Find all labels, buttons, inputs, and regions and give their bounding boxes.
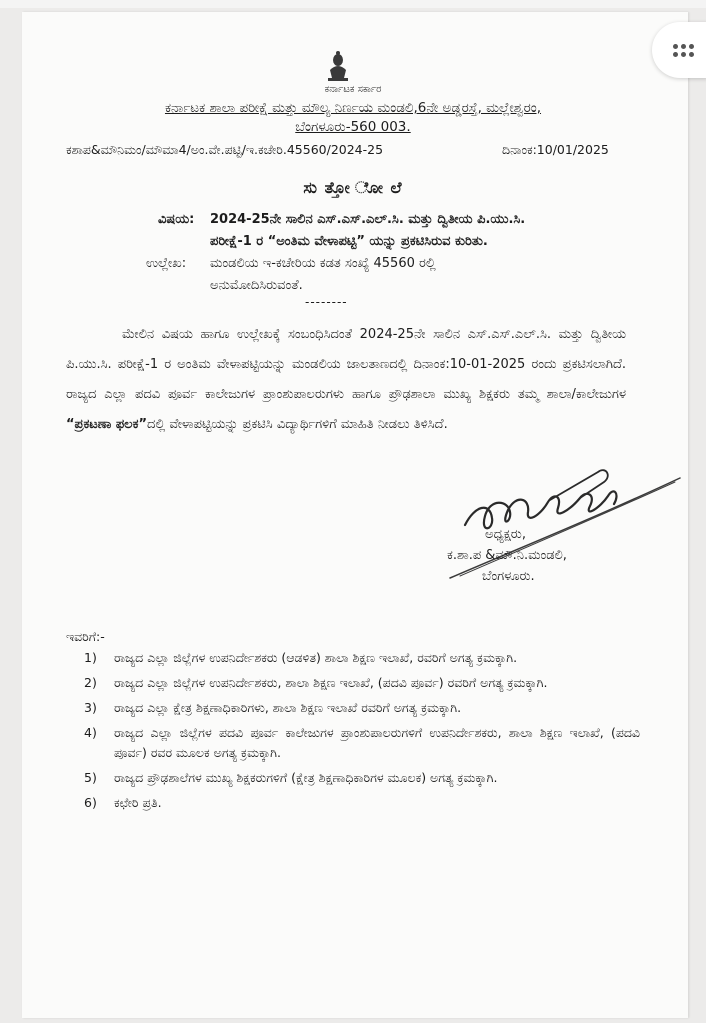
reference-number: ಕಶಾಪ&ಮೌನಿಮಂ/ಮೌಮಾ4/ಅಂ.ವೇ.ಪಟ್ಟಿ/ಇ.ಕಚೇರಿ.45560/2024-25 xyxy=(66,142,384,157)
signatory-office: ಕ.ಶಾ.ಪ &ಮೌ.ನಿ.ಮಂಡಲಿ, xyxy=(447,548,567,563)
more-options-grid-icon xyxy=(673,44,694,57)
board-name: ಕರ್ನಾಟಕ ಶಾಲಾ ಪರೀಕ್ಷೆ ಮತ್ತು ಮೌಲ್ಯ ನಿರ್ಣಯ ಮಂಡಲಿ,6ನೇ ಅಡ್ಡರಸ್ತೆ, ಮಲ್ಲೇಶ್ವರಂ, xyxy=(164,100,542,116)
subject-line-2: ಪರೀಕ್ಷೆ-1 ರ “ಅಂತಿಮ ವೇಳಾಪಟ್ಟಿ” ಯನ್ನು ಪ್ರಕಟಿಸಿರುವ ಕುರಿತು. xyxy=(210,234,488,249)
notice-board-bold-text: “ಪ್ರಕಟಣಾ ಫಲಕ” xyxy=(66,417,147,432)
list-item: 5) ರಾಜ್ಯದ ಪ್ರೌಢಶಾಲೆಗಳ ಮುಖ್ಯ ಶಿಕ್ಷಕರುಗಳಿಗೆ (ಕ್ಷೇತ್ರ ಶಿಕ್ಷಣಾಧಿಕಾರಿಗಳ ಮೂಲಕ) ಅಗತ್ಯ ಕ್ರಮಕ್ಕಾಗಿ. xyxy=(84,770,498,785)
list-item: 6) ಕಛೇರಿ ಪ್ರತಿ. xyxy=(84,795,162,810)
separator: -------- xyxy=(305,295,348,309)
copy-to-label: ಇವರಿಗೆ:- xyxy=(66,629,105,644)
karnataka-emblem-icon xyxy=(320,48,356,84)
list-item: 2) ರಾಜ್ಯದ ಎಲ್ಲಾ ಜಿಲ್ಲೆಗಳ ಉಪನಿರ್ದೇಶಕರು, ಶಾಲಾ ಶಿಕ್ಷಣ ಇಲಾಖೆ, (ಪದವಿ ಪೂರ್ವ) ರವರಿಗೆ ಅಗತ್ಯ ಕ್ರಮಕ್ಕಾಗಿ. xyxy=(84,675,548,690)
copy-to-list xyxy=(84,648,640,818)
circular-heading: ಸು ತ್ತೋ ೋ ಲೆ xyxy=(303,178,403,197)
list-item: 3) ರಾಜ್ಯದ ಎಲ್ಲಾ ಕ್ಷೇತ್ರ ಶಿಕ್ಷಣಾಧಿಕಾರಿಗಳು, ಶಾಲಾ ಶಿಕ್ಷಣ ಇಲಾಖೆ ರವರಿಗೆ ಅಗತ್ಯ ಕ್ರಮಕ್ಕಾಗಿ. xyxy=(84,700,462,715)
subject-line-1: 2024-25ನೇ ಸಾಲಿನ ಎಸ್.ಎಸ್.ಎಲ್.ಸಿ. ಮತ್ತು ದ್ವಿತೀಯ ಪಿ.ಯು.ಸಿ. xyxy=(210,212,526,227)
reference-label: ಉಲ್ಲೇಖ: xyxy=(146,256,187,271)
document-date: ದಿನಾಂಕ:10/01/2025 xyxy=(502,142,609,157)
reference-line-2: ಅನುಮೋದಿಸಿರುವಂತೆ. xyxy=(210,278,303,293)
list-item: 4) ರಾಜ್ಯದ ಎಲ್ಲಾ ಜಿಲ್ಲೆಗಳ ಪದವಿ ಪೂರ್ವ ಕಾಲೇಜುಗಳ ಪ್ರಾಂಶುಪಾಲರುಗಳಿಗೆ ಉಪನಿರ್ದೇಶಕರು, ಶಾಲಾ ಶಿಕ್ಷಣ ಇಲಾಖೆ, (ಪದವಿ ಪೂರ್ವ) ರವರ ಮೂಲಕ ಅಗತ್ಯ ಕ್ರಮಕ್ಕಾಗಿ. xyxy=(84,725,640,760)
list-item: 1) ರಾಜ್ಯದ ಎಲ್ಲಾ ಜಿಲ್ಲೆಗಳ ಉಪನಿರ್ದೇಶಕರು (ಆಡಳಿತ) ಶಾಲಾ ಶಿಕ್ಷಣ ಇಲಾಖೆ, ರವರಿಗೆ ಅಗತ್ಯ ಕ್ರಮಕ್ಕಾಗಿ. xyxy=(84,650,518,665)
body-paragraph xyxy=(66,320,626,440)
board-city: ಬೆಂಗಳೂರು-560 003. xyxy=(295,119,411,135)
government-name: ಕರ್ನಾಟಕ ಸರ್ಕಾರ xyxy=(324,84,382,95)
signatory-designation: ಅಧ್ಯಕ್ಷರು, xyxy=(485,527,526,542)
signatory-city: ಬೆಂಗಳೂರು. xyxy=(482,569,535,584)
reference-line-1: ಮಂಡಲಿಯ ಇ-ಕಚೇರಿಯ ಕಡತ ಸಂಖ್ಯೆ 45560 ರಲ್ಲಿ xyxy=(210,256,436,271)
more-options-button[interactable] xyxy=(652,22,706,78)
subject-label: ವಿಷಯ: xyxy=(158,212,195,227)
body-text-part-1: ಮೇಲಿನ ವಿಷಯ ಹಾಗೂ ಉಲ್ಲೇಖಕ್ಕೆ ಸಂಬಂಧಿಸಿದಂತೆ 2024-25ನೇ ಸಾಲಿನ ಎಸ್.ಎಸ್.ಎಲ್.ಸಿ. ಮತ್ತು ದ್ವಿತೀಯ ಪಿ.ಯು.ಸಿ. ಪರೀಕ್ಷೆ-1 ರ ಅಂತಿಮ ವೇಳಾಪಟ್ಟಿಯನ್ನು ಮಂಡಲಿಯ ಜಾಲತಾಣದಲ್ಲಿ ದಿನಾಂಕ:10-01-2025 ರಂದು ಪ್ರಕಟಿಸಲಾಗಿದೆ. ರಾಜ್ಯದ ಎಲ್ಲಾ ಪದವಿ ಪೂರ್ವ ಕಾಲೇಜುಗಳ ಪ್ರಾಂಶುಪಾಲರುಗಳು ಹಾಗೂ ಪ್ರೌಢಶಾಲಾ ಮುಖ್ಯ ಶಿಕ್ಷಕರು ತಮ್ಮ ಶಾಲಾ/ಕಾಲೇಜುಗಳ xyxy=(66,327,626,402)
body-text-part-2: ದಲ್ಲಿ ವೇಳಾಪಟ್ಟಿಯನ್ನು ಪ್ರಕಟಿಸಿ ವಿದ್ಯಾರ್ಥಿಗಳಿಗೆ ಮಾಹಿತಿ ನೀಡಲು ತಿಳಿಸಿದೆ. xyxy=(147,417,448,432)
viewer-top-bar xyxy=(0,0,706,8)
signature-image xyxy=(430,450,690,585)
